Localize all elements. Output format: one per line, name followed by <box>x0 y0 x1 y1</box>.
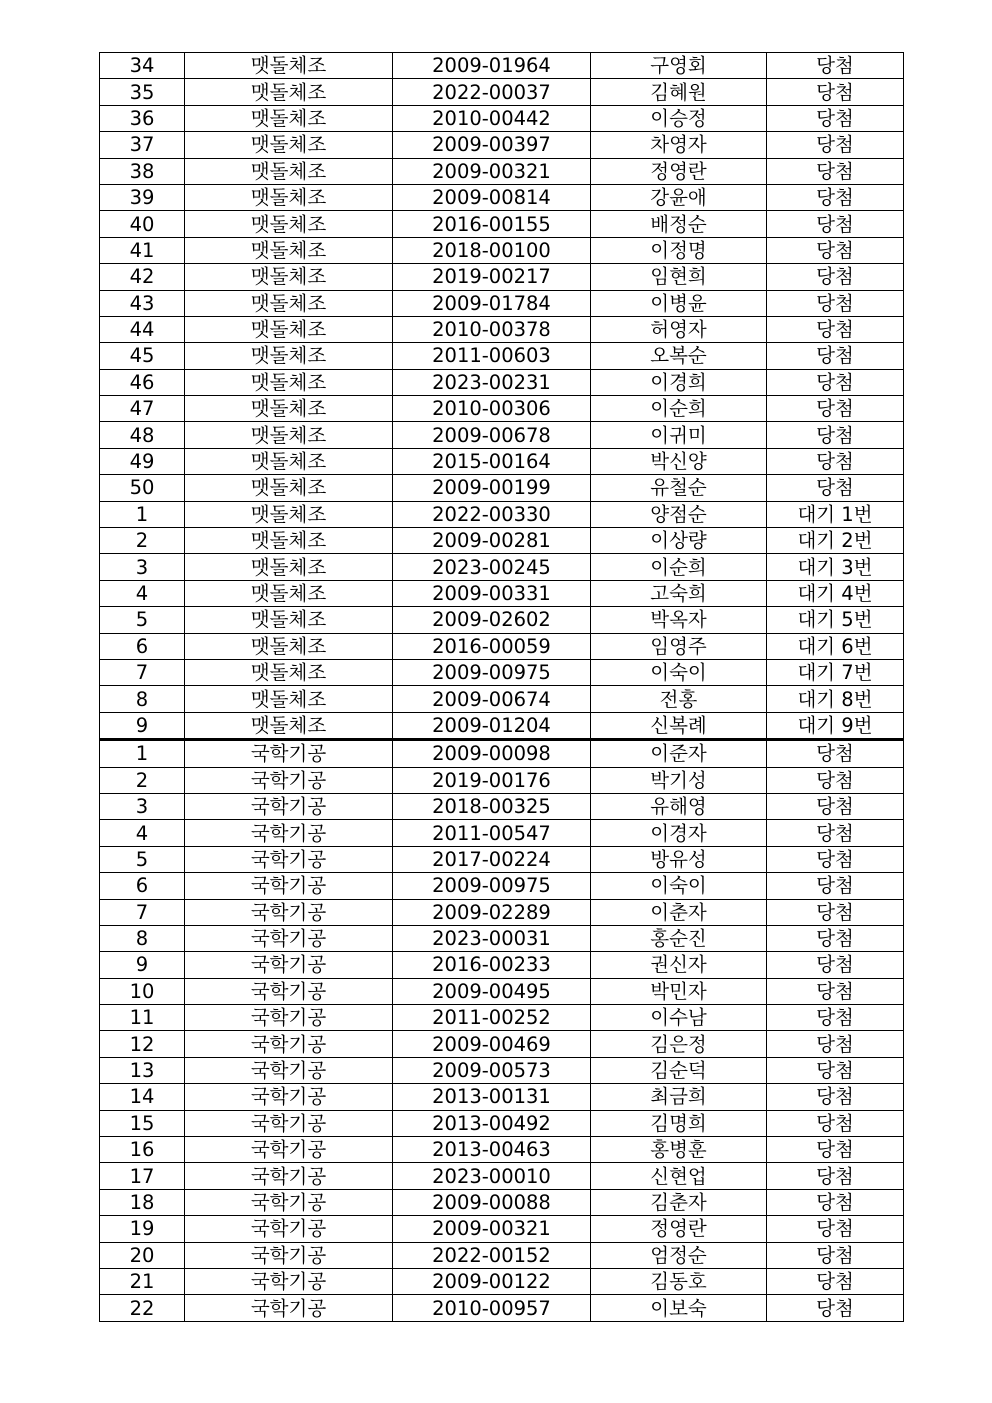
table-row <box>100 1242 904 1268</box>
registration-number: 2009-00573 <box>393 1057 591 1083</box>
program-name: 맷돌체조 <box>185 501 393 527</box>
result-status: 당첨 <box>767 369 904 395</box>
program-name: 맷돌체조 <box>185 580 393 606</box>
participant-name: 허영자 <box>591 316 767 342</box>
table-row <box>100 1084 904 1110</box>
participant-name: 구영회 <box>591 53 767 79</box>
row-number: 19 <box>100 1216 185 1242</box>
registration-number: 2010-00378 <box>393 316 591 342</box>
participant-name: 유해영 <box>591 793 767 819</box>
registration-number: 2013-00492 <box>393 1110 591 1136</box>
row-number: 6 <box>100 873 185 899</box>
row-number: 9 <box>100 712 185 739</box>
table-row <box>100 237 904 263</box>
table-row <box>100 422 904 448</box>
participant-name: 전홍 <box>591 686 767 712</box>
result-status: 당첨 <box>767 1110 904 1136</box>
participant-name: 이춘자 <box>591 899 767 925</box>
row-number: 15 <box>100 1110 185 1136</box>
program-name: 맷돌체조 <box>185 475 393 501</box>
participant-name: 박옥자 <box>591 607 767 633</box>
table-row <box>100 712 904 739</box>
participant-name: 박기성 <box>591 767 767 793</box>
table-row <box>100 448 904 474</box>
result-status: 당첨 <box>767 1031 904 1057</box>
result-status: 대기 2번 <box>767 528 904 554</box>
row-number: 16 <box>100 1137 185 1163</box>
registration-number: 2013-00463 <box>393 1137 591 1163</box>
participant-name: 김명희 <box>591 1110 767 1136</box>
participant-name: 박민자 <box>591 978 767 1004</box>
registration-number: 2009-00199 <box>393 475 591 501</box>
program-name: 국학기공 <box>185 1031 393 1057</box>
row-number: 18 <box>100 1189 185 1215</box>
program-name: 국학기공 <box>185 1163 393 1189</box>
table-row <box>100 1163 904 1189</box>
row-number: 36 <box>100 105 185 131</box>
program-name: 맷돌체조 <box>185 369 393 395</box>
row-number: 39 <box>100 184 185 210</box>
table-row <box>100 873 904 899</box>
registration-number: 2009-00975 <box>393 873 591 899</box>
registration-number: 2011-00252 <box>393 1005 591 1031</box>
registration-number: 2022-00330 <box>393 501 591 527</box>
row-number: 34 <box>100 53 185 79</box>
result-status: 대기 5번 <box>767 607 904 633</box>
registration-number: 2009-00397 <box>393 132 591 158</box>
result-status: 대기 4번 <box>767 580 904 606</box>
row-number: 12 <box>100 1031 185 1057</box>
program-name: 국학기공 <box>185 740 393 767</box>
program-name: 국학기공 <box>185 793 393 819</box>
participant-name: 권신자 <box>591 952 767 978</box>
row-number: 8 <box>100 925 185 951</box>
result-status: 당첨 <box>767 1084 904 1110</box>
result-status: 당첨 <box>767 899 904 925</box>
registration-number: 2023-00245 <box>393 554 591 580</box>
registration-number: 2019-00176 <box>393 767 591 793</box>
registration-number: 2009-02289 <box>393 899 591 925</box>
participant-name: 이정명 <box>591 237 767 263</box>
registration-number: 2023-00010 <box>393 1163 591 1189</box>
result-status: 당첨 <box>767 448 904 474</box>
table-row <box>100 396 904 422</box>
participant-name: 임영주 <box>591 633 767 659</box>
registration-number: 2011-00603 <box>393 343 591 369</box>
participant-name: 김은정 <box>591 1031 767 1057</box>
result-status: 당첨 <box>767 132 904 158</box>
result-status: 당첨 <box>767 211 904 237</box>
registration-number: 2016-00059 <box>393 633 591 659</box>
lottery-results-table <box>99 52 904 1322</box>
registration-number: 2010-00957 <box>393 1295 591 1321</box>
table-row <box>100 1295 904 1321</box>
participant-name: 홍병훈 <box>591 1137 767 1163</box>
table-row <box>100 899 904 925</box>
result-status: 당첨 <box>767 925 904 951</box>
result-status: 당첨 <box>767 793 904 819</box>
participant-name: 이순희 <box>591 554 767 580</box>
registration-number: 2011-00547 <box>393 820 591 846</box>
participant-name: 이귀미 <box>591 422 767 448</box>
program-name: 맷돌체조 <box>185 607 393 633</box>
registration-number: 2018-00100 <box>393 237 591 263</box>
registration-number: 2013-00131 <box>393 1084 591 1110</box>
table-row <box>100 105 904 131</box>
result-status: 대기 9번 <box>767 712 904 739</box>
program-name: 국학기공 <box>185 1110 393 1136</box>
program-name: 국학기공 <box>185 952 393 978</box>
registration-number: 2009-01784 <box>393 290 591 316</box>
participant-name: 이숙이 <box>591 873 767 899</box>
program-name: 맷돌체조 <box>185 316 393 342</box>
row-number: 2 <box>100 767 185 793</box>
result-status: 당첨 <box>767 1163 904 1189</box>
row-number: 1 <box>100 501 185 527</box>
row-number: 14 <box>100 1084 185 1110</box>
registration-number: 2009-00674 <box>393 686 591 712</box>
participant-name: 배정순 <box>591 211 767 237</box>
table-row <box>100 1268 904 1294</box>
program-name: 맷돌체조 <box>185 686 393 712</box>
row-number: 50 <box>100 475 185 501</box>
program-name: 맷돌체조 <box>185 290 393 316</box>
participant-name: 이병윤 <box>591 290 767 316</box>
registration-number: 2018-00325 <box>393 793 591 819</box>
program-name: 국학기공 <box>185 1268 393 1294</box>
result-status: 대기 8번 <box>767 686 904 712</box>
result-status: 당첨 <box>767 264 904 290</box>
table-row <box>100 740 904 767</box>
result-status: 당첨 <box>767 820 904 846</box>
row-number: 3 <box>100 793 185 819</box>
table-row <box>100 925 904 951</box>
program-name: 맷돌체조 <box>185 184 393 210</box>
result-status: 당첨 <box>767 79 904 105</box>
program-name: 국학기공 <box>185 1189 393 1215</box>
registration-number: 2009-01204 <box>393 712 591 739</box>
result-status: 당첨 <box>767 978 904 1004</box>
registration-number: 2009-00088 <box>393 1189 591 1215</box>
program-name: 맷돌체조 <box>185 264 393 290</box>
program-name: 맷돌체조 <box>185 79 393 105</box>
table-row <box>100 264 904 290</box>
participant-name: 김혜원 <box>591 79 767 105</box>
registration-number: 2010-00306 <box>393 396 591 422</box>
row-number: 5 <box>100 846 185 872</box>
result-status: 당첨 <box>767 475 904 501</box>
table-row <box>100 1189 904 1215</box>
program-name: 맷돌체조 <box>185 422 393 448</box>
participant-name: 정영란 <box>591 1216 767 1242</box>
table-row <box>100 53 904 79</box>
row-number: 47 <box>100 396 185 422</box>
participant-name: 이준자 <box>591 740 767 767</box>
row-number: 17 <box>100 1163 185 1189</box>
row-number: 10 <box>100 978 185 1004</box>
table-row <box>100 158 904 184</box>
registration-number: 2009-00281 <box>393 528 591 554</box>
result-status: 당첨 <box>767 158 904 184</box>
result-status: 당첨 <box>767 1189 904 1215</box>
row-number: 11 <box>100 1005 185 1031</box>
program-name: 맷돌체조 <box>185 396 393 422</box>
row-number: 46 <box>100 369 185 395</box>
participant-name: 홍순진 <box>591 925 767 951</box>
program-name: 맷돌체조 <box>185 53 393 79</box>
row-number: 48 <box>100 422 185 448</box>
participant-name: 이상량 <box>591 528 767 554</box>
participant-name: 오복순 <box>591 343 767 369</box>
table-row <box>100 820 904 846</box>
result-status: 당첨 <box>767 1057 904 1083</box>
participant-name: 이경희 <box>591 369 767 395</box>
result-status: 당첨 <box>767 1295 904 1321</box>
result-status: 대기 1번 <box>767 501 904 527</box>
result-status: 당첨 <box>767 316 904 342</box>
result-status: 당첨 <box>767 952 904 978</box>
program-name: 국학기공 <box>185 1242 393 1268</box>
row-number: 13 <box>100 1057 185 1083</box>
result-status: 당첨 <box>767 343 904 369</box>
row-number: 9 <box>100 952 185 978</box>
table-row <box>100 1137 904 1163</box>
registration-number: 2009-00678 <box>393 422 591 448</box>
table-row <box>100 554 904 580</box>
program-name: 국학기공 <box>185 820 393 846</box>
registration-number: 2009-00331 <box>393 580 591 606</box>
result-status: 당첨 <box>767 1137 904 1163</box>
participant-name: 정영란 <box>591 158 767 184</box>
participant-name: 최금희 <box>591 1084 767 1110</box>
participant-name: 신현업 <box>591 1163 767 1189</box>
row-number: 8 <box>100 686 185 712</box>
program-name: 맷돌체조 <box>185 211 393 237</box>
table-row <box>100 767 904 793</box>
row-number: 40 <box>100 211 185 237</box>
table-row <box>100 343 904 369</box>
program-name: 맷돌체조 <box>185 132 393 158</box>
row-number: 4 <box>100 580 185 606</box>
registration-number: 2009-01964 <box>393 53 591 79</box>
program-name: 국학기공 <box>185 1005 393 1031</box>
participant-name: 김동호 <box>591 1268 767 1294</box>
row-number: 4 <box>100 820 185 846</box>
row-number: 7 <box>100 899 185 925</box>
table-row <box>100 633 904 659</box>
result-status: 당첨 <box>767 422 904 448</box>
result-status: 당첨 <box>767 290 904 316</box>
result-status: 당첨 <box>767 53 904 79</box>
row-number: 7 <box>100 659 185 685</box>
registration-number: 2009-00975 <box>393 659 591 685</box>
program-name: 맷돌체조 <box>185 237 393 263</box>
participant-name: 이숙이 <box>591 659 767 685</box>
program-name: 국학기공 <box>185 1295 393 1321</box>
program-name: 맷돌체조 <box>185 633 393 659</box>
participant-name: 김춘자 <box>591 1189 767 1215</box>
row-number: 37 <box>100 132 185 158</box>
result-status: 당첨 <box>767 1242 904 1268</box>
participant-name: 강윤애 <box>591 184 767 210</box>
program-name: 국학기공 <box>185 978 393 1004</box>
result-status: 당첨 <box>767 846 904 872</box>
row-number: 1 <box>100 740 185 767</box>
result-status: 당첨 <box>767 1216 904 1242</box>
result-status: 당첨 <box>767 740 904 767</box>
table-row <box>100 79 904 105</box>
table-row <box>100 290 904 316</box>
table-row <box>100 952 904 978</box>
registration-number: 2016-00155 <box>393 211 591 237</box>
registration-number: 2009-00098 <box>393 740 591 767</box>
row-number: 22 <box>100 1295 185 1321</box>
participant-name: 엄정순 <box>591 1242 767 1268</box>
result-status: 당첨 <box>767 105 904 131</box>
row-number: 2 <box>100 528 185 554</box>
registration-number: 2019-00217 <box>393 264 591 290</box>
registration-number: 2009-00814 <box>393 184 591 210</box>
participant-name: 임현희 <box>591 264 767 290</box>
registration-number: 2016-00233 <box>393 952 591 978</box>
program-name: 국학기공 <box>185 767 393 793</box>
table-row <box>100 846 904 872</box>
program-name: 국학기공 <box>185 873 393 899</box>
participant-name: 유철순 <box>591 475 767 501</box>
program-name: 국학기공 <box>185 1216 393 1242</box>
program-name: 맷돌체조 <box>185 158 393 184</box>
table-row <box>100 793 904 819</box>
table-row <box>100 1031 904 1057</box>
program-name: 맷돌체조 <box>185 659 393 685</box>
table-body <box>100 53 904 1322</box>
row-number: 38 <box>100 158 185 184</box>
row-number: 43 <box>100 290 185 316</box>
registration-number: 2010-00442 <box>393 105 591 131</box>
registration-number: 2009-00469 <box>393 1031 591 1057</box>
row-number: 20 <box>100 1242 185 1268</box>
table-row <box>100 1216 904 1242</box>
table-row <box>100 1057 904 1083</box>
row-number: 41 <box>100 237 185 263</box>
row-number: 35 <box>100 79 185 105</box>
result-status: 대기 7번 <box>767 659 904 685</box>
registration-number: 2009-00321 <box>393 1216 591 1242</box>
participant-name: 이승정 <box>591 105 767 131</box>
result-status: 당첨 <box>767 396 904 422</box>
table-row <box>100 1110 904 1136</box>
program-name: 국학기공 <box>185 925 393 951</box>
result-status: 당첨 <box>767 1005 904 1031</box>
result-status: 대기 3번 <box>767 554 904 580</box>
table-row <box>100 369 904 395</box>
participant-name: 신복례 <box>591 712 767 739</box>
registration-number: 2009-00321 <box>393 158 591 184</box>
registration-number: 2009-00495 <box>393 978 591 1004</box>
registration-number: 2022-00037 <box>393 79 591 105</box>
program-name: 맷돌체조 <box>185 528 393 554</box>
program-name: 맷돌체조 <box>185 448 393 474</box>
result-status: 대기 6번 <box>767 633 904 659</box>
table-row <box>100 501 904 527</box>
row-number: 5 <box>100 607 185 633</box>
program-name: 국학기공 <box>185 1084 393 1110</box>
program-name: 국학기공 <box>185 1137 393 1163</box>
registration-number: 2017-00224 <box>393 846 591 872</box>
table-row <box>100 580 904 606</box>
participant-name: 이순희 <box>591 396 767 422</box>
row-number: 3 <box>100 554 185 580</box>
program-name: 국학기공 <box>185 899 393 925</box>
program-name: 맷돌체조 <box>185 343 393 369</box>
registration-number: 2022-00152 <box>393 1242 591 1268</box>
table-row <box>100 1005 904 1031</box>
participant-name: 양점순 <box>591 501 767 527</box>
result-status: 당첨 <box>767 873 904 899</box>
result-status: 당첨 <box>767 237 904 263</box>
program-name: 맷돌체조 <box>185 105 393 131</box>
participant-name: 박신양 <box>591 448 767 474</box>
program-name: 국학기공 <box>185 1057 393 1083</box>
registration-number: 2023-00031 <box>393 925 591 951</box>
participant-name: 김순덕 <box>591 1057 767 1083</box>
result-status: 당첨 <box>767 1268 904 1294</box>
table-row <box>100 475 904 501</box>
registration-number: 2009-00122 <box>393 1268 591 1294</box>
participant-name: 이경자 <box>591 820 767 846</box>
row-number: 21 <box>100 1268 185 1294</box>
row-number: 49 <box>100 448 185 474</box>
table-row <box>100 607 904 633</box>
result-status: 당첨 <box>767 184 904 210</box>
registration-number: 2023-00231 <box>393 369 591 395</box>
program-name: 맷돌체조 <box>185 712 393 739</box>
table-row <box>100 978 904 1004</box>
row-number: 42 <box>100 264 185 290</box>
table-row <box>100 686 904 712</box>
table-row <box>100 659 904 685</box>
table-row <box>100 184 904 210</box>
result-status: 당첨 <box>767 767 904 793</box>
row-number: 6 <box>100 633 185 659</box>
participant-name: 차영자 <box>591 132 767 158</box>
program-name: 맷돌체조 <box>185 554 393 580</box>
participant-name: 이보숙 <box>591 1295 767 1321</box>
table-row <box>100 211 904 237</box>
registration-number: 2015-00164 <box>393 448 591 474</box>
program-name: 국학기공 <box>185 846 393 872</box>
table-row <box>100 316 904 342</box>
row-number: 45 <box>100 343 185 369</box>
table-row <box>100 132 904 158</box>
participant-name: 이수남 <box>591 1005 767 1031</box>
participant-name: 고숙희 <box>591 580 767 606</box>
row-number: 44 <box>100 316 185 342</box>
table-row <box>100 528 904 554</box>
participant-name: 방유성 <box>591 846 767 872</box>
registration-number: 2009-02602 <box>393 607 591 633</box>
